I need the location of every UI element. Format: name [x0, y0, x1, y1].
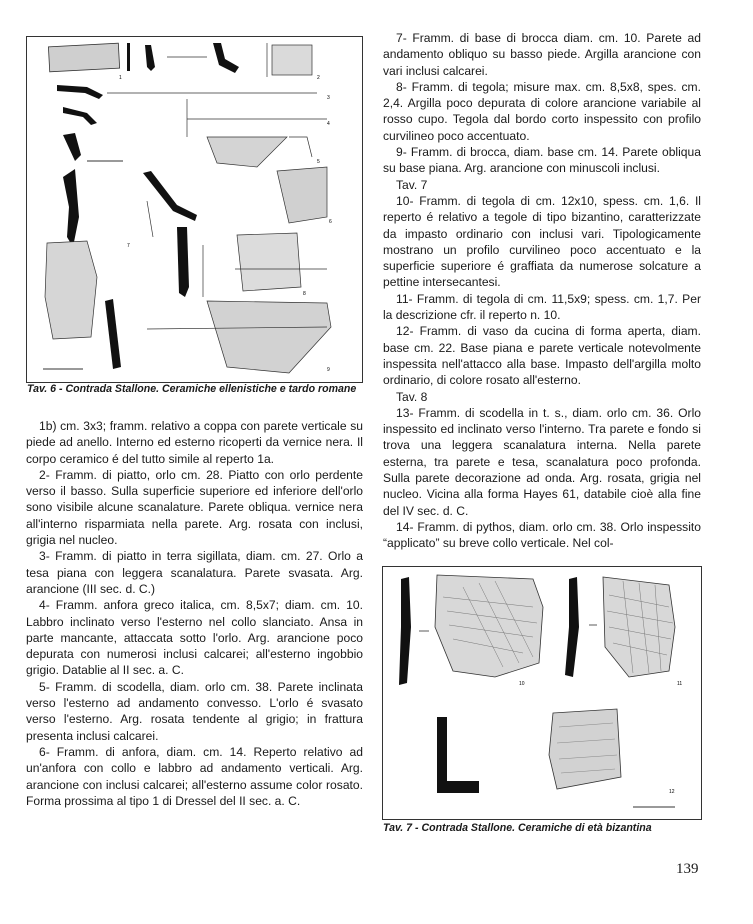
right-column — [383, 30, 701, 552]
figure-number: 10 — [519, 681, 525, 687]
paragraph: 5- Framm. di scodella, diam. orlo cm. 38. Parete inclinata verso l'esterno ad andamento convesso. L'orlo é svasato verso l'esterno. Arg. rosata tendente al grigio; in frattura presenta inclusi calcarei. — [26, 679, 363, 743]
figure-tav6 — [26, 36, 363, 383]
figure-number: 7 — [127, 243, 130, 249]
paragraph: 11- Framm. di tegola di cm. 11,5x9; spess. cm. 1,7. Per la descrizione cfr. il reperto n. 10. — [383, 291, 701, 323]
profile-section — [143, 171, 197, 221]
profile-section — [105, 299, 121, 369]
drawing-outline — [207, 301, 331, 373]
drawing-outline — [207, 137, 287, 167]
sherd-photo — [272, 45, 312, 75]
drawing-outline — [237, 233, 301, 291]
drawing-outline — [147, 201, 153, 237]
paragraph: 14- Framm. di pythos, diam. orlo cm. 38. Orlo inspessito “applicato” su breve collo verticale. Nel col- — [383, 519, 701, 551]
tav8-heading: Tav. 8 — [396, 389, 428, 404]
paragraph: 8- Framm. di tegola; misure max. cm. 8,5x8, spes. cm. 2,4. Argilla poco depurata di colore arancione variabile al rosso cupo. Tegola dal bordo corto inspessito con profilo curvilineo poco accentuato. — [383, 79, 701, 143]
paragraph: 6- Framm. di anfora, diam. cm. 14. Reperto relativo ad un'anfora con collo e labbro ad andamento verticali. Arg. arancione con inclusi calcarei; all'esterno assume color rosato. Forma prossima al tipo 1 di Dressel del II sec. a. C. — [26, 744, 363, 808]
profile-section — [63, 133, 81, 161]
figure-number: 6 — [329, 219, 332, 225]
profile-section — [127, 43, 130, 71]
paragraph: 7- Framm. di base di brocca diam. cm. 10. Parete ad andamento obliquo su basso piede. Argilla arancione con vari inclusi calcarei. — [383, 31, 701, 78]
drawing-outline — [45, 241, 97, 339]
paragraph: 2- Framm. di piatto, orlo cm. 28. Piatto con orlo perdente verso il basso. Sulla superficie superiore ed inferiore dell'orlo sono visibile alcune scanalature. Parete obliqua. vernice nera all'interno risparmiata nella parete. Arg. rosata con inclusi, grigia nel nucleo. — [26, 467, 363, 548]
figure-tav7 — [382, 566, 702, 820]
figure-number: 12 — [669, 789, 675, 795]
caption-tav7: Tav. 7 - Contrada Stallone. Ceramiche di età bizantina — [383, 822, 652, 834]
tav7-drawings — [383, 567, 701, 819]
paragraph: 12- Framm. di vaso da cucina di forma aperta, diam. base cm. 22. Base piana e parete verticale notevolmente inspessita nell'attacco alla base. Impasto dell'argilla molto ordinario, di colore rosato all'esterno. — [383, 324, 701, 388]
figure-number: 11 — [677, 681, 683, 687]
tile-fragment — [435, 575, 543, 677]
tav6-drawings — [27, 37, 362, 382]
drawing-outline — [289, 137, 312, 157]
profile-section — [145, 45, 155, 71]
sherd-photo — [48, 43, 119, 72]
paragraph: 1b) cm. 3x3; framm. relativo a coppa con parete verticale su piede ad anello. Interno ed esterno ricoperti da vernice nera. Il corpo ceramico é del tutto simile al reperto 1a. — [26, 419, 363, 466]
left-column — [26, 418, 363, 809]
profile-section — [437, 717, 479, 793]
caption-tav6: Tav. 6 - Contrada Stallone. Ceramiche ellenistiche e tardo romane — [27, 383, 357, 395]
profile-section — [63, 169, 79, 247]
profile-section — [63, 107, 97, 125]
figure-number: 5 — [317, 159, 320, 165]
figure-number: 4 — [327, 121, 330, 127]
paragraph: 3- Framm. di piatto in terra sigillata, diam. cm. 27. Orlo a tesa piana con leggera scanalatura. Parete svasata. Arg. arancione (III sec. d. C.) — [26, 549, 363, 596]
figure-number: 8 — [303, 291, 306, 297]
profile-section — [399, 577, 411, 685]
figure-number: 1 — [119, 75, 122, 81]
drawing-outline — [277, 167, 327, 223]
figure-number: 2 — [317, 75, 320, 81]
base-fragment — [549, 709, 621, 789]
profile-section — [57, 85, 103, 99]
tile-fragment — [603, 577, 675, 677]
profile-section — [213, 43, 239, 73]
profile-section — [177, 227, 189, 297]
figure-number: 3 — [327, 95, 330, 101]
paragraph: 10- Framm. di tegola di cm. 12x10, spess. cm. 1,6. Il reperto é relativo a tegole di tipo bizantino, caratterizzate da impasto ordinario con inclusi vari. Tipologicamente mostrano un profilo curvilineo poco accentuato e la superficie superiore é graffiata da numerose solcature a pettine intersecantesi. — [383, 193, 701, 290]
paragraph: 4- Framm. anfora greco italica, cm. 8,5x7; diam. cm. 10. Labbro inclinato verso l'esterno nel collo slanciato. Ansa in parte mancante, attaccata sotto l'orlo. Arg. arancione poco depurata con numerosi inclusi calcarei; all'esterno ingobbio grigio. Datablie al II sec. a. C. — [26, 598, 363, 678]
paragraph: 9- Framm. di brocca, diam. base cm. 14. Parete obliqua su base piana. Arg. arancione con minuscoli inclusi. — [383, 145, 701, 176]
paragraph: 13- Framm. di scodella in t. s., diam. orlo cm. 36. Orlo inspessito ed inclinato verso l'interno. Tra parete e fondo si trova una leggera scanalatura interna. Nella parete esterna, tra parete e tesa, scanalatura poco profonda. Sulla parete decorazione ad onda. Arg. rosata, grigia nel nucleo. Vicina alla forma Hayes 61, databile cioè alla fine del IV sec. d. C. — [383, 405, 701, 518]
figure-number: 9 — [327, 367, 330, 373]
tav7-heading: Tav. 7 — [396, 177, 428, 192]
profile-section — [565, 577, 579, 677]
page-number: 139 — [676, 861, 699, 877]
